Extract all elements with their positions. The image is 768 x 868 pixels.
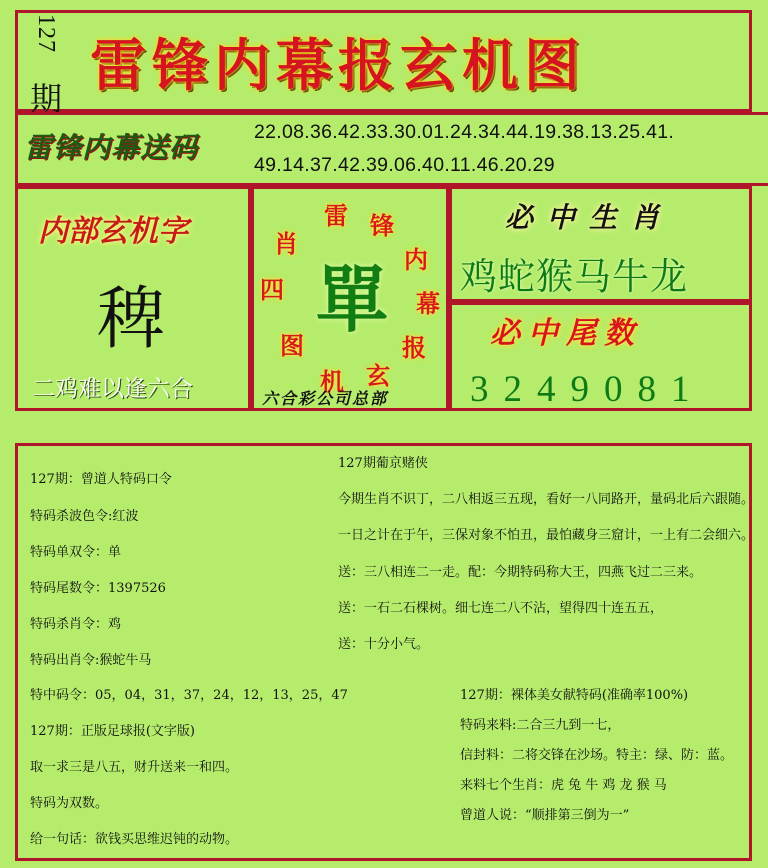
tip-line: 取一求三是八五，财升送来一和四。 [30, 760, 239, 775]
tip-line: 来料七个生肖：虎 兔 牛 鸡 龙 猴 马 [460, 778, 667, 793]
ring-char: 机 [320, 368, 344, 396]
ring-char: 四 [260, 276, 284, 304]
tip-line: 127期：曾道人特码口令 [30, 472, 172, 487]
center-panel-footer: 六合彩公司总部 [262, 389, 389, 408]
tail-digits: 3249081 [470, 369, 705, 410]
codes-line-1: 22.08.36.42.33.30.01.24.34.44.19.38.13.25.41. [254, 121, 675, 143]
issue-label [24, 12, 66, 118]
tip-line: 送：三八相连二一走。配：今期特码称大王，四燕飞过二三来。 [338, 565, 703, 580]
tip-line: 一日之计在于午，三保对象不怕丑，最怕藏身三窟计，一上有二会细六。 [338, 528, 755, 543]
ring-char: 锋 [370, 212, 394, 240]
mystery-phrase: 二鸡难以逢六合 [32, 376, 193, 402]
zodiac-list: 鸡蛇猴马牛龙 [460, 255, 688, 298]
codes-line-2: 49.14.37.42.39.06.40.11.46.20.29 [254, 154, 555, 176]
tip-line: 127期：正版足球报(文字版) [30, 724, 195, 739]
ring-char: 肖 [274, 230, 298, 258]
page-title: 雷锋内幕报玄机图 [90, 34, 586, 99]
tip-line: 127期：裸体美女献特码(准确率100%) [460, 688, 689, 703]
tip-line: 送：十分小气。 [338, 637, 430, 652]
tip-line: 特码来料:二合三九到一七， [460, 718, 621, 733]
ring-char: 图 [280, 332, 304, 360]
ring-char: 玄 [366, 362, 390, 390]
ring-char: 幕 [416, 290, 440, 318]
tip-line: 特码杀肖令：鸡 [30, 617, 122, 632]
ring-char: 雷 [324, 202, 348, 230]
tip-line: 127期葡京赌侠 [338, 456, 428, 471]
zodiac-title: 必中生肖 [505, 201, 674, 234]
odd-even-character: 單 [316, 258, 389, 342]
tip-line: 特码为双数。 [30, 796, 109, 811]
ring-char: 内 [404, 246, 428, 274]
tip-line: 送：一石二石棵树。细七连二八不沾，望得四十连五五， [338, 601, 664, 616]
tip-line: 今期生肖不识丁，二八相返三五现，看好一八同路开，量码北后六跟随。 [338, 492, 755, 507]
mystery-character: 稗 [97, 280, 166, 359]
tip-line: 给一句话：欲钱买思维迟钝的动物。 [30, 832, 239, 847]
tip-line: 特码杀波色令:红波 [30, 509, 139, 524]
issue-number: 127 [33, 14, 59, 53]
tail-title: 必中尾数 [490, 316, 642, 351]
ring-char: 报 [402, 334, 426, 362]
issue-char: 期 [30, 80, 63, 118]
tip-line: 特中码令：05，04，31，37，24，12，13，25，47 [30, 688, 348, 703]
left-panel-title: 内部玄机字 [38, 214, 188, 249]
tip-line: 特码出肖令:猴蛇牛马 [30, 653, 152, 668]
tip-line: 特码单双令：单 [30, 545, 122, 560]
codes-label: 雷锋内幕送码 [24, 131, 199, 164]
tip-line: 信封料：二将交锋在沙场。特主：绿、防：蓝。 [460, 748, 734, 763]
tip-line: 曾道人说：“顺排第三倒为一” [460, 808, 630, 823]
tip-line: 特码尾数令：1397526 [30, 581, 166, 596]
